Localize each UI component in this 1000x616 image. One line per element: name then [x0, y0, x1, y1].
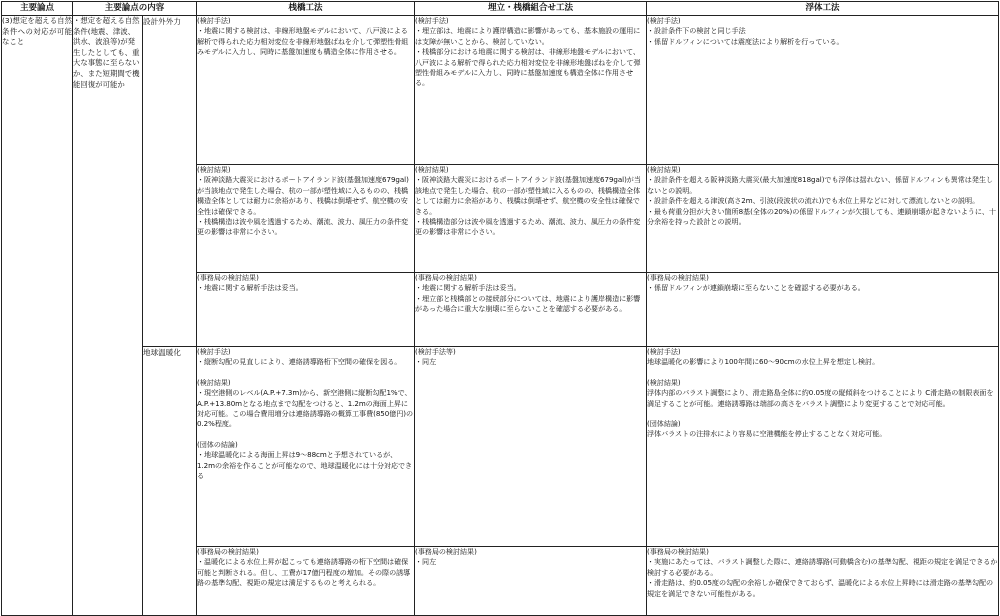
block-text: ・同左 — [415, 357, 437, 367]
block-text: 浮体バラストの注排水により容易に空港機能を停止することなく対応可能。 — [647, 429, 887, 439]
block-heading: (検討結果) — [197, 165, 231, 174]
sub-issue: ・想定を超える自然条件(地震、津波、洪水、波浪等)が発生したとしても、重大な事態に至らないか、また短期間で機能回復が可能か — [73, 16, 143, 616]
cell-block — [415, 547, 646, 568]
block-heading: (事務局の検討結果) — [415, 273, 477, 282]
cell-block — [647, 347, 998, 368]
block-text: ・地震に関する解析手法は妥当。 ・埋立部と桟橋部との接続部分については、地震により護岸構造に影響があった場合に重大な崩壊に至らないことを確認する必要がある。 — [415, 283, 641, 314]
cell-warming-secretariat-reclaim — [415, 547, 647, 616]
block-text: ・係留ドルフィンが連鎖崩壊に至らないことを確認する必要がある。 — [647, 283, 865, 293]
category-design-force: 設計外外力 — [143, 16, 197, 347]
main-issue: (3)想定を超える自然条件への対応が可能なこと — [2, 16, 73, 616]
header-main-issue: 主要論点 — [2, 2, 73, 16]
block-heading: (検討結果) — [415, 165, 449, 174]
block-heading: (検討結果) — [647, 165, 681, 174]
block-text: ・同左 — [415, 557, 437, 567]
block-text: ・設計条件下の検討と同じ手法 ・係留ドルフィンについては震度法により解析を行っている。 — [647, 26, 844, 46]
block-text: ・地球温暖化による海面上昇は9～88cmと予想されているが、1.2mの余裕を作ることが可能なので、地球温暖化には十分対応できる — [197, 450, 413, 481]
cell-design-secretariat-reclaim — [415, 273, 647, 347]
design-row-method — [2, 16, 999, 165]
cell-block — [647, 419, 998, 440]
cell-design-secretariat-floating — [647, 273, 999, 347]
block-text: ・設計条件を超える阪神淡路大震災(最大加速度818gal)でも浮体は揺れない、係留ドルフィンも異常は発生しないとの説明。 ・設計条件を超える津波(高さ2m、引波(段波状の流れ))でも水位上昇などに対して漂流しないとの説明。 ・最も荷重分担が大きい箇所8基(全体の20%)の係留ドルフィンが欠損しても、連鎖崩壊が起きないように、十分余裕を持った設計との説明。 — [647, 175, 996, 227]
block-text: 浮体内部のバラスト調整により、滑走路島全体に約0.05度の縦傾斜をつけることにより C滑走路の制限表面を満足することが可能。連絡誘導路は端部の高さをバラスト調整により変更することで対応可能。 — [647, 388, 994, 408]
header-issue-content: 主要論点の内容 — [73, 2, 197, 16]
header-reclaim-pier-method: 埋立・桟橋組合せ工法 — [415, 2, 647, 16]
block-heading: (検討手法等) — [415, 347, 456, 356]
cell-block — [647, 16, 998, 47]
cell-block — [197, 440, 414, 482]
block-text: 地球温暖化の影響により100年間に60～90cmの水位上昇を想定し検討。 — [647, 357, 880, 367]
block-text: ・阪神淡路大震災におけるポートアイランド波(基盤加速度679gal)が当該地点で発生した場合、杭の一部が塑性域に入るものの、桟橋構造全体としては耐力に余裕があり、桟橋は倒壊せず、航空機の安全性は確保できる。 ・桟橋構造部分は波や風を透過するため、潮流、波力、風圧力の条件変更の影響は非常に小さい。 — [415, 175, 641, 237]
cell-design-method-pier — [197, 16, 415, 165]
block-heading: (事務局の検討結果) — [197, 273, 259, 282]
block-heading: (検討手法) — [647, 16, 681, 25]
cell-warming-secretariat-floating — [647, 547, 999, 616]
category-global-warming: 地球温暖化 — [143, 347, 197, 616]
cell-block — [415, 347, 646, 368]
block-text: ・地震に関する解析手法は妥当。 — [197, 283, 303, 293]
cell-block — [647, 378, 998, 409]
block-text: ・地震に関する検討は、非線形地盤モデルにおいて、八戸波による解析で得られた応力相対変位を非線形地盤ばねを介して弾塑性骨組みモデルに入力し、同時に基盤加速度も構造全体に作用させる。 — [197, 26, 409, 57]
block-heading: (事務局の検討結果) — [415, 547, 477, 556]
cell-design-method-floating — [647, 16, 999, 165]
block-heading: (事務局の検討結果) — [647, 547, 709, 556]
block-heading: (団体の結論) — [197, 439, 238, 449]
header-pier-method: 桟橋工法 — [197, 2, 415, 16]
cell-block — [197, 547, 414, 589]
block-text: ・現空港側のレベル(A.P.+7.3m)から、新空港側に縦断勾配1%で、A.P.+13.80mとなる地点まで勾配をつけると、1.2mの海面上昇に対応可能。この場合費用増分は連絡誘導路の概算工事費(850億円)の0.2%程度。 — [197, 388, 414, 429]
block-heading: (検討手法) — [197, 347, 231, 356]
cell-block — [415, 273, 646, 315]
cell-warming-method-reclaim — [415, 347, 647, 547]
block-heading: (検討手法) — [415, 16, 449, 25]
cell-warming-secretariat-pier — [197, 547, 415, 616]
cell-block — [197, 16, 414, 58]
block-text: ・縦断勾配の見直しにより、連絡誘導路桁下空間の確保を図る。 — [197, 357, 402, 367]
block-heading: (検討手法) — [197, 16, 231, 25]
block-heading: (事務局の検討結果) — [647, 273, 709, 282]
comparison-table — [1, 1, 999, 616]
cell-block — [647, 273, 998, 294]
cell-block — [415, 16, 646, 89]
block-text: ・実施にあたっては、バラスト調整した際に、連絡誘導路(可動橋含む)の基準勾配、視距の規定を満足できるか検討する必要がある。 ・滑走路は、約0.05度の勾配の余裕しか確保できておらず、温暖化による水位上昇時には滑走路の基準勾配の規定を満足できない可能性がある。 — [647, 557, 998, 598]
block-heading: (検討結果) — [647, 377, 681, 387]
cell-block — [197, 347, 414, 368]
cell-block — [197, 378, 414, 430]
header-row — [2, 2, 999, 16]
cell-warming-method-pier — [197, 347, 415, 547]
cell-block — [647, 547, 998, 599]
cell-block — [647, 165, 998, 227]
block-text: ・阪神淡路大震災におけるポートアイランド波(基盤加速度679gal)が当該地点で発生した場合、杭の一部が塑性域に入るものの、桟橋構造全体としては耐力に余裕があり、桟橋は倒壊せず、航空機の安全性は確保できる。 ・桟橋構造は波や風を透過するため、潮流、波力、風圧力の条件変更の影響は非常に小さい。 — [197, 175, 409, 237]
cell-design-result-reclaim — [415, 165, 647, 273]
cell-design-secretariat-pier — [197, 273, 415, 347]
cell-block — [415, 165, 646, 238]
header-floating-method: 浮体工法 — [647, 2, 999, 16]
cell-design-result-floating — [647, 165, 999, 273]
warming-row-method — [2, 347, 999, 547]
cell-design-result-pier — [197, 165, 415, 273]
block-text: ・温暖化による水位上昇が起こっても連絡誘導路の桁下空間は確保可能と判断される。但し、工費が17億円程度の増加。その際の誘導路の基準勾配、視距の規定は満足するものと考えられる。 — [197, 557, 411, 588]
cell-block — [197, 165, 414, 238]
block-heading: (検討手法) — [647, 347, 681, 356]
cell-design-method-reclaim — [415, 16, 647, 165]
block-text: ・埋立部は、地震により護岸構造に影響があっても、基本施設の運用には支障が無いことから、検討していない。 ・桟橋部分における地震に関する検討は、非線形地盤モデルにおいて、八戸波による解析で得られた応力相対変位を非線形地盤ばねを介して弾塑性骨組みモデルに入力し、同時に基盤加速度も構造全体に作用させる。 — [415, 26, 641, 88]
block-heading: (事務局の検討結果) — [197, 547, 259, 556]
block-heading: (団体結論) — [647, 419, 681, 429]
cell-warming-method-floating — [647, 347, 999, 547]
cell-block — [197, 273, 414, 294]
block-heading: (検討結果) — [197, 377, 231, 387]
